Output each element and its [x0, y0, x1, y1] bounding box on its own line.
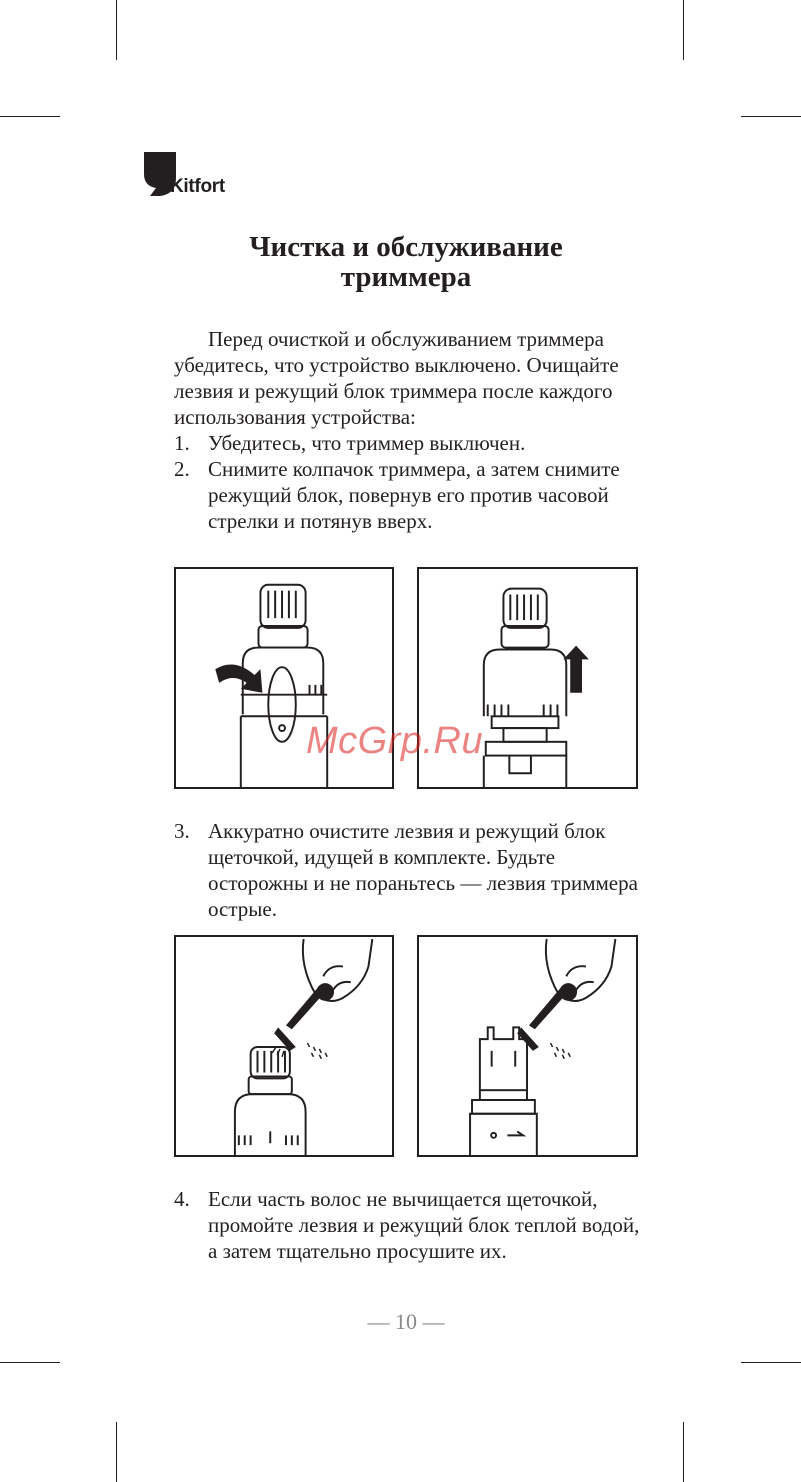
- crop-mark: [116, 1422, 117, 1482]
- title-line: Чистка и обслуживание: [249, 231, 563, 263]
- crop-mark: [0, 116, 60, 117]
- crop-mark: [0, 1362, 60, 1363]
- brush-cutter-illustration: [176, 937, 392, 1155]
- crop-mark: [741, 116, 801, 117]
- title-line: триммера: [340, 261, 472, 293]
- list-number: 2.: [174, 457, 190, 481]
- list-text: Если часть волос не вычищается щеточкой, промойте лезвия и режущий блок теплой водой, а затем тщательно просушите их.: [208, 1187, 640, 1263]
- step-4-block: [174, 1186, 644, 1264]
- figure-brush-clean-blades: [417, 935, 638, 1157]
- crop-mark: [741, 1362, 801, 1363]
- list-number: 1.: [174, 431, 190, 455]
- list-item: [174, 430, 644, 456]
- figure-brush-clean-cutter: [174, 935, 394, 1157]
- list-text: Снимите колпачок триммера, а затем снимите режущий блок, повернув его против часовой стрелки и потянув вверх.: [208, 457, 620, 533]
- crop-mark: [116, 0, 117, 60]
- list-number: 3.: [174, 819, 190, 843]
- brand-name: Kitfort: [170, 176, 225, 197]
- list-item: [174, 1186, 644, 1264]
- crop-mark: [683, 0, 684, 60]
- list-text: Аккуратно очистите лезвия и режущий блок щеточкой, идущей в комплекте. Будьте осторожны и не пораньтесь — лезвия триммера острые.: [208, 819, 638, 921]
- list-number: 4.: [174, 1187, 190, 1211]
- list-item: [174, 818, 644, 922]
- step-3-block: [174, 818, 644, 922]
- brush-blades-illustration: [419, 937, 636, 1155]
- intro-paragraph: Перед очисткой и обслуживанием триммера убедитесь, что устройство выключено. Очищайте лезвия и режущий блок триммера после каждого использования устройства:: [174, 327, 619, 429]
- watermark: McGrp.Ru: [306, 720, 484, 762]
- intro-block: [174, 326, 644, 534]
- list-item: [174, 456, 644, 534]
- list-text: Убедитесь, что триммер выключен.: [208, 431, 526, 455]
- page-number: — 10 —: [367, 1309, 445, 1334]
- crop-mark: [683, 1422, 684, 1482]
- page-title: [150, 232, 662, 292]
